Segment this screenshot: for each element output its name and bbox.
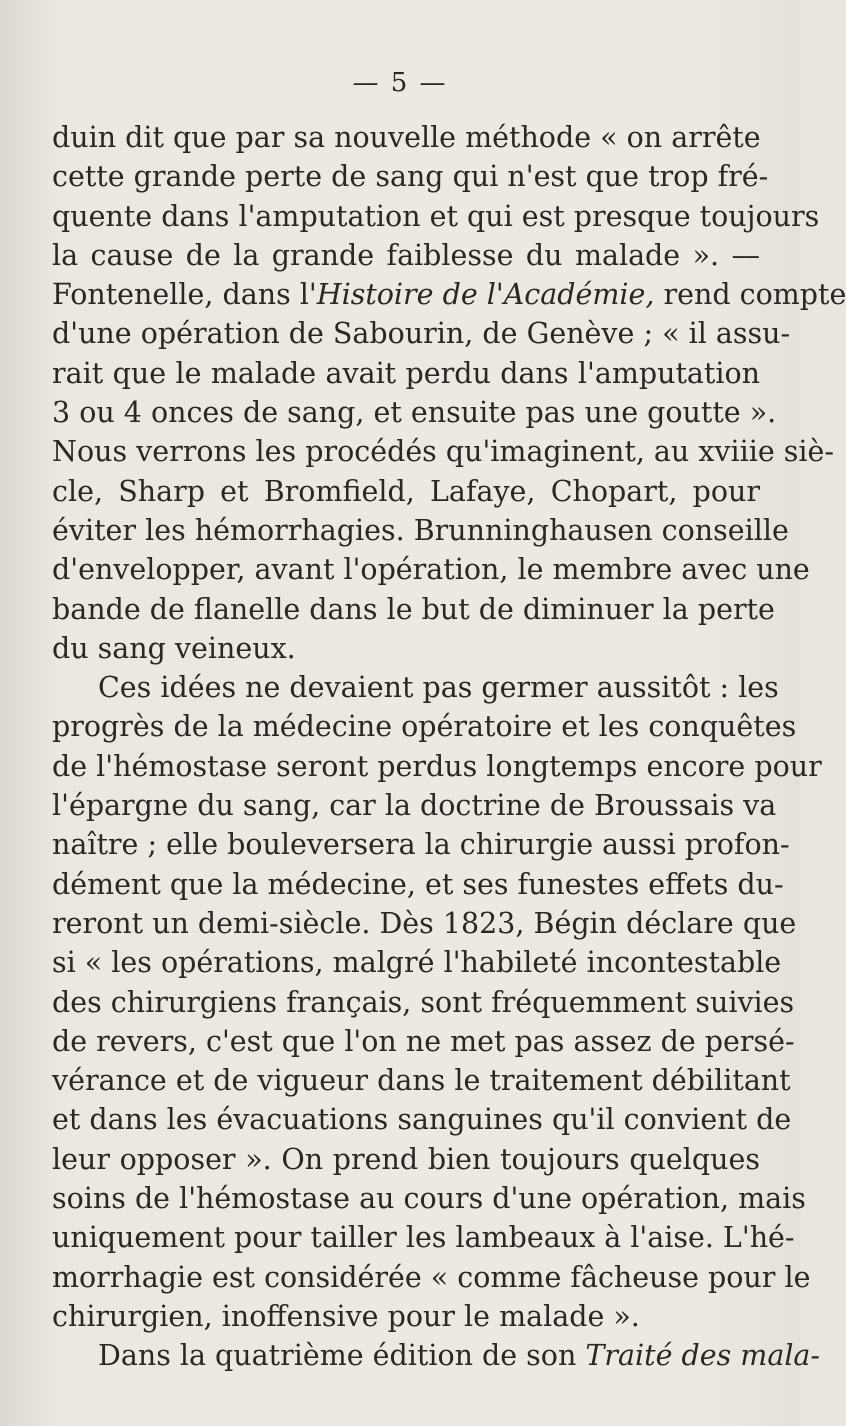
page-number: — 5 — <box>352 68 448 98</box>
text-line: 3 ou 4 onces de sang, et ensuite pas une goutte ». <box>52 396 777 430</box>
text-segment: Fontenelle, dans l' <box>52 278 317 312</box>
text-line: soins de l'hémostase au cours d'une opération, mais <box>52 1182 806 1216</box>
text-segment: rend compte <box>654 278 846 312</box>
text-line: naître ; elle bouleversera la chirurgie aussi profon- <box>52 828 790 862</box>
page-body <box>52 118 846 1376</box>
text-line: Ces idées ne devaient pas germer aussitôt : les <box>98 671 779 705</box>
text-line: bande de flanelle dans le but de diminuer la perte <box>52 592 775 626</box>
text-line: reront un demi-siècle. Dès 1823, Bégin déclare que <box>52 906 797 940</box>
text-line: leur opposer ». On prend bien toujours quelques <box>52 1142 760 1176</box>
text-line: vérance et de vigueur dans le traitement débilitant <box>52 1064 791 1098</box>
text-line: éviter les hémorrhagies. Brunninghausen conseille <box>52 513 789 547</box>
text-line: quente dans l'amputation et qui est presque toujours <box>52 199 820 233</box>
text-line: cette grande perte de sang qui n'est que trop fré- <box>52 160 769 194</box>
text-line: cle, Sharp et Bromfield, Lafaye, Chopart, pour <box>52 474 760 508</box>
text-line: Nous verrons les procédés qu'imaginent, au xviiie siè- <box>52 435 835 469</box>
text-line: duin dit que par sa nouvelle méthode « on arrête <box>52 121 761 154</box>
text-line: d'une opération de Sabourin, de Genève ; « il assu- <box>52 317 791 351</box>
text-line <box>52 1336 821 1375</box>
text-line: chirurgien, inoffensive pour le malade ». <box>52 1299 640 1333</box>
text-line: morrhagie est considérée « comme fâcheuse pour le <box>52 1260 811 1294</box>
text-line <box>52 275 846 314</box>
text-line: rait que le malade avait perdu dans l'amputation <box>52 356 760 390</box>
book-title-italic: Histoire de l'Académie, <box>316 278 655 312</box>
text-line: des chirurgiens français, sont fréquemment suivies <box>52 985 795 1019</box>
text-line: dément que la médecine, et ses funestes effets du- <box>52 867 784 901</box>
text-line: la cause de la grande faiblesse du malade ». — <box>52 238 760 272</box>
text-line: si « les opérations, malgré l'habileté incontestable <box>52 946 782 980</box>
text-line: de l'hémostase seront perdus longtemps encore pour <box>52 749 822 783</box>
text-line: d'envelopper, avant l'opération, le membre avec une <box>52 553 810 587</box>
text-line: l'épargne du sang, car la doctrine de Broussais va <box>52 789 777 823</box>
text-line: uniquement pour tailler les lambeaux à l'aise. L'hé- <box>52 1221 795 1255</box>
text-line: progrès de la médecine opératoire et les conquêtes <box>52 710 797 744</box>
text-line: de revers, c'est que l'on ne met pas assez de persé- <box>52 1024 795 1058</box>
book-title-italic: Traité des mala- <box>585 1339 821 1373</box>
text-segment: Dans la quatrième édition de son <box>98 1339 586 1373</box>
text-line: du sang veineux. <box>52 631 296 665</box>
text-line: et dans les évacuations sanguines qu'il convient de <box>52 1103 792 1137</box>
